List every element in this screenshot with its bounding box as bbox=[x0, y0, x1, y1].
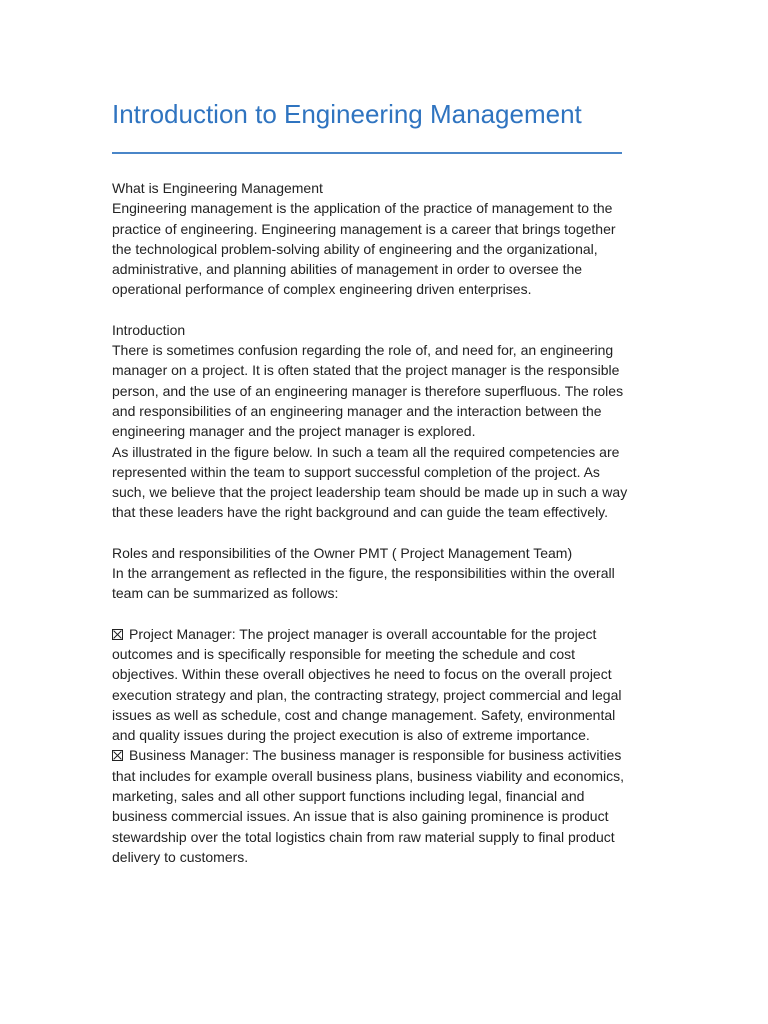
title-divider bbox=[112, 152, 622, 154]
missing-glyph-icon bbox=[112, 750, 123, 761]
section-heading: Introduction bbox=[112, 321, 186, 338]
bullet-item bbox=[112, 624, 632, 746]
paragraph: There is sometimes confusion regarding the role of, and need for, an engineering manager on a project. It is often stated that the project manager is the responsible person, and the use of an engineering manager is therefore superfluous. The roles and responsibilities of an engineering manager and the interaction between the engineering manager and the project manager is explored. bbox=[112, 342, 624, 440]
document-page bbox=[112, 96, 632, 867]
missing-glyph-icon bbox=[112, 629, 123, 640]
section-introduction bbox=[112, 320, 632, 523]
bullet-text: Business Manager: The business manager is responsible for business activities that includes for example overall business plans, business viability and economics, marketing, sales and all other support functions including legal, financial and business commercial issues. An issue that is also gaining prominence is product stewardship over the total logistics chain from raw material supply to final product delivery to customers. bbox=[112, 747, 625, 865]
bullet-item bbox=[112, 745, 632, 867]
bullet-text: Project Manager: The project manager is overall accountable for the project outcomes and is specifically responsible for meeting the schedule and cost objectives. Within these overall objectives he need to focus on the overall project execution strategy and plan, the contracting strategy, project commercial and legal issues as well as schedule, cost and change management. Safety, environmental and quality issues during the project execution is also of extreme importance. bbox=[112, 625, 622, 744]
bullet-list bbox=[112, 624, 632, 868]
paragraph: In the arrangement as reflected in the figure, the responsibilities within the overall team can be summarized as follows: bbox=[112, 565, 615, 602]
section-heading: Roles and responsibilities of the Owner PMT ( Project Management Team) bbox=[112, 544, 573, 561]
section-what-is bbox=[112, 178, 632, 300]
section-heading: What is Engineering Management bbox=[112, 180, 323, 196]
paragraph: As illustrated in the figure below. In such a team all the required competencies are represented within the team to support successful completion of the project. As such, we believe that the project leadership team should be made up in such a way that these leaders have the right background and can guide the team effectively. bbox=[112, 443, 628, 521]
page-title: Introduction to Engineering Management bbox=[112, 99, 582, 129]
paragraph: Engineering management is the application of the practice of management to the practice of engineering. Engineering management is a career that brings together the technological problem-solving ability of engineering and the organizational, administrative, and planning abilities of management in order to oversee the operational performance of complex engineering driven enterprises. bbox=[112, 200, 616, 298]
section-roles bbox=[112, 543, 632, 604]
document-body bbox=[112, 178, 632, 867]
